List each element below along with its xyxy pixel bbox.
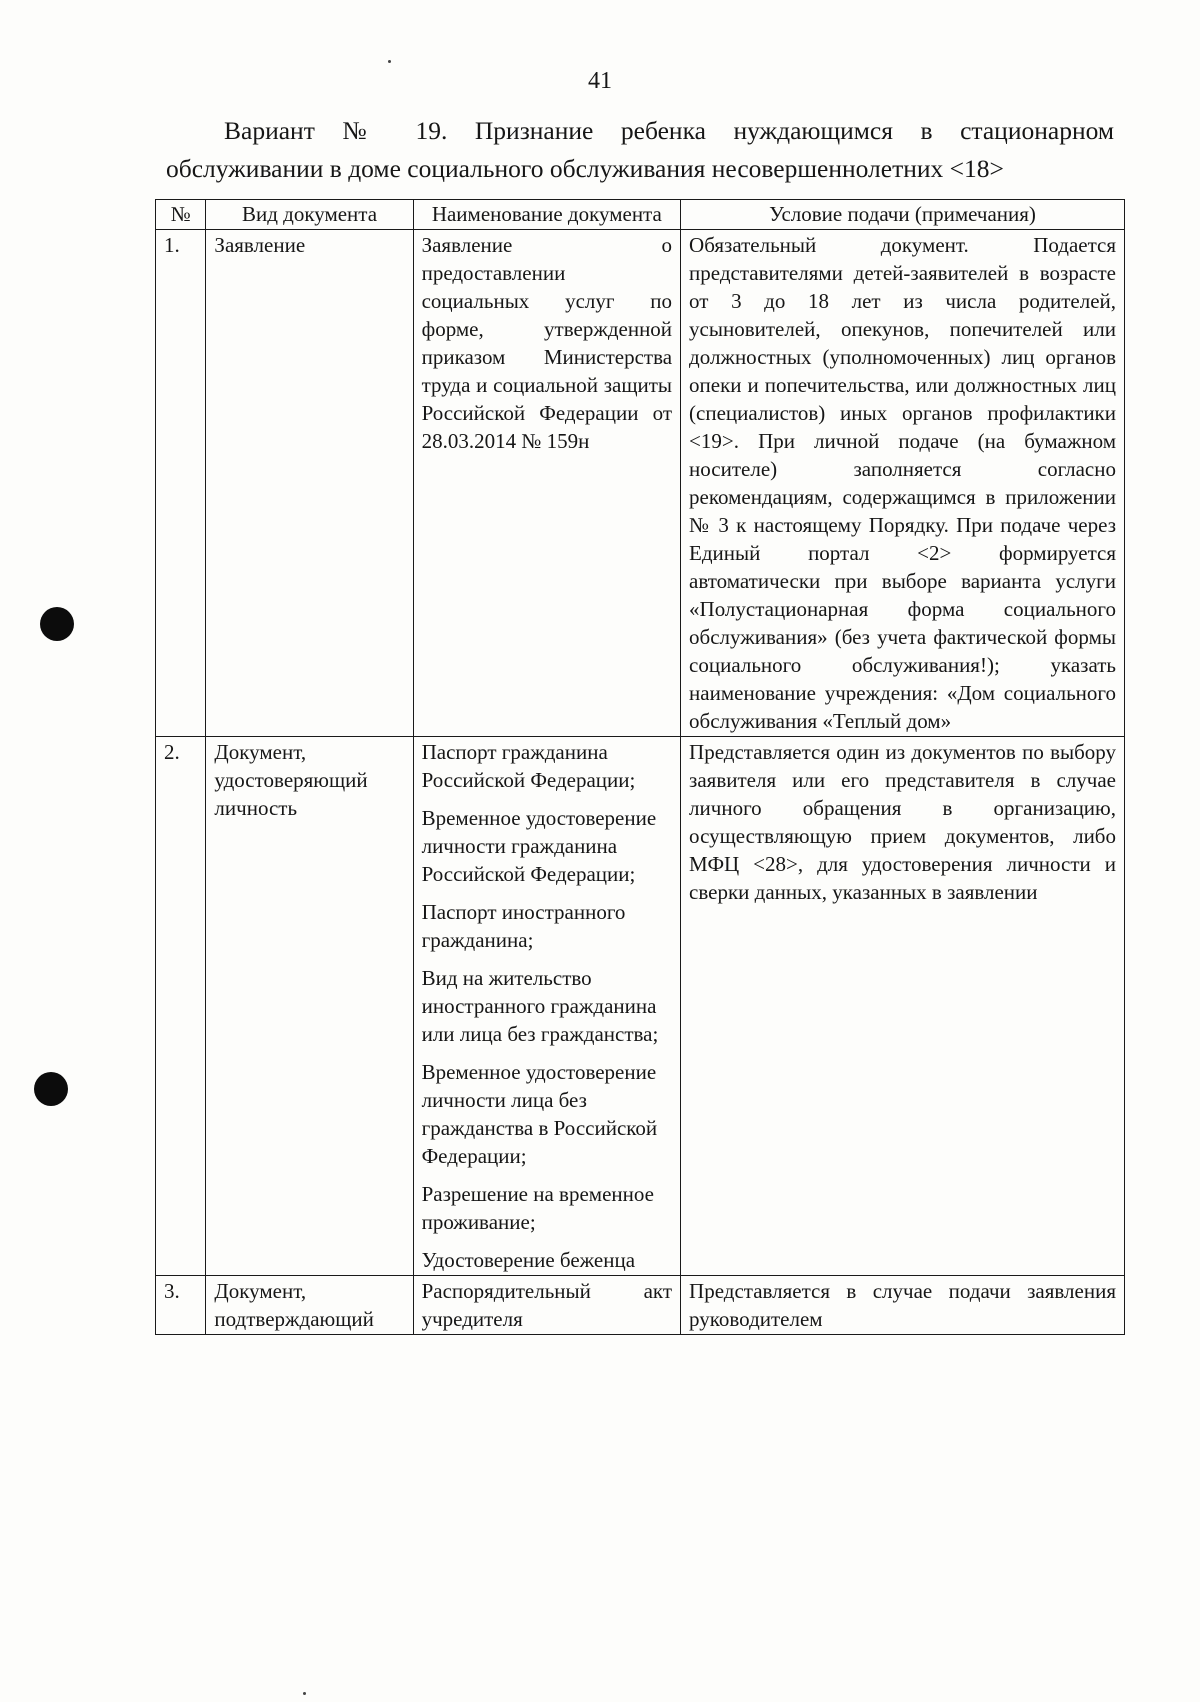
doc-name-item: Временное удостоверение личности гражданина Российской Федерации; [421, 806, 657, 886]
row-condition: Представляется в случае подачи заявления руководителем [681, 1276, 1125, 1335]
doc-name-item: Распорядительный акт учредителя [421, 1279, 673, 1331]
row-doc-name [413, 230, 680, 737]
scan-speck [388, 60, 391, 63]
row-doc-name [413, 737, 680, 1276]
header-doc-name: Наименование документа [413, 200, 680, 230]
table-header-row [156, 200, 1125, 230]
row-condition: Представляется один из документов по выбору заявителя или его представителя в случае личного обращения в организацию, осуществляющую прием документов, либо МФЦ <28>, для удостоверения личности и сверки данных, указанных в заявлении [681, 737, 1125, 1276]
row-num: 1. [156, 230, 206, 737]
doc-name-item: Заявление о предоставлении социальных услуг по форме, утвержденной приказом Министерства труда и социальной защиты Российской Федерации от 28.03.2014 № 159н [421, 233, 673, 453]
doc-name-item: Паспорт иностранного гражданина; [421, 900, 626, 952]
documents-table [155, 199, 1125, 1335]
row-doc-type: Заявление [206, 230, 413, 737]
binder-hole-top [40, 607, 74, 641]
doc-name-item: Разрешение на временное проживание; [421, 1182, 654, 1234]
row-num: 2. [156, 737, 206, 1276]
binder-hole-bottom [34, 1072, 68, 1106]
header-doc-type: Вид документа [206, 200, 413, 230]
title-line-2: обслуживании в доме социального обслуживания несовершеннолетних <18> [166, 154, 1004, 183]
row-doc-type: Документ, подтверждающий [206, 1276, 413, 1335]
doc-name-item: Удостоверение беженца [421, 1248, 636, 1272]
row-doc-name [413, 1276, 680, 1335]
header-num: № [156, 200, 206, 230]
row-condition: Обязательный документ. Подается представителями детей-заявителей в возрасте от 3 до 18 лет из числа родителей, усыновителей, опекунов, попечителей или должностных (уполномоченных) лиц органов опеки и попечительства, или должностных лиц (специалистов) иных органов профилактики <19>. При личной подаче (на бумажном носителе) заполняется согласно рекомендациям, содержащимся в приложении № 3 к настоящему Порядку. При подаче через Единый портал <2> формируется автоматически при выборе варианта услуги «Полустационарная форма социального обслуживания» (без учета фактической формы социального обслуживания!); указать наименование учреждения: «Дом социального обслуживания «Теплый дом» [681, 230, 1125, 737]
page-number: 41 [588, 68, 612, 94]
scan-speck [303, 1692, 306, 1695]
doc-name-item: Паспорт гражданина Российской Федерации; [421, 740, 636, 792]
row-doc-type: Документ, удостоверяющий личность [206, 737, 413, 1276]
header-condition: Условие подачи (примечания) [681, 200, 1125, 230]
row-num: 3. [156, 1276, 206, 1335]
document-title [166, 112, 1114, 188]
doc-name-item: Временное удостоверение личности лица без гражданства в Российской Федерации; [421, 1060, 658, 1168]
title-line-1: Вариант № 19. Признание ребенка нуждающимся в стационарном [224, 116, 1114, 145]
doc-name-item: Вид на жительство иностранного гражданина или лица без гражданства; [421, 966, 659, 1046]
table-row [156, 1276, 1125, 1335]
table-row [156, 737, 1125, 1276]
table-row [156, 230, 1125, 737]
